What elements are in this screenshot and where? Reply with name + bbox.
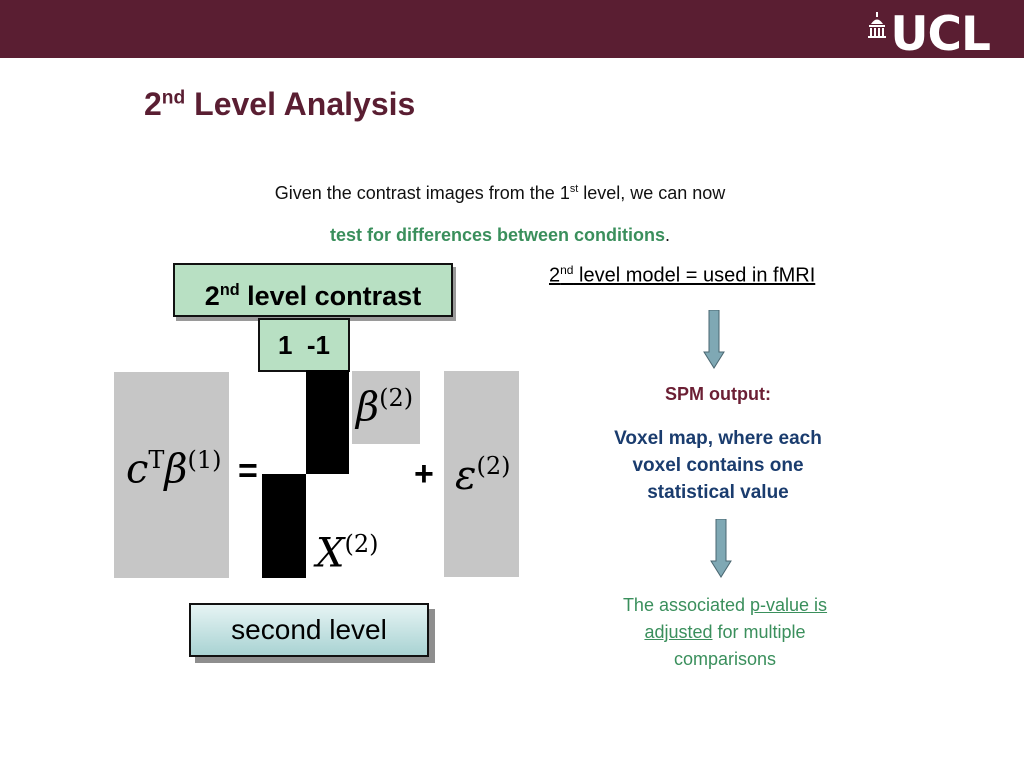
spm-output-title: SPM output: (665, 384, 771, 404)
intro-line-1: Given the contrast images from the 1st level, we can now (274, 183, 726, 203)
slide-title: 2nd Level Analysis (144, 86, 416, 122)
beta2-term: $\beta^{(2)}$ (356, 384, 414, 431)
intro-line-2: test for differences between conditions. (329, 225, 671, 245)
pvalue-note: The associated p-value is adjusted for multiple comparisons (622, 595, 828, 669)
highlight-text: test for differences between conditions (329, 225, 666, 245)
arrow-down-icon (710, 519, 732, 579)
error-term: $\varepsilon^{(2)}$ (455, 452, 511, 499)
design-matrix-label: $X^{(2)}$ (316, 530, 379, 577)
spm-output-description: Voxel map, where each voxel contains one statistical value (614, 428, 822, 503)
design-matrix-column-2 (306, 370, 349, 474)
plus-sign: + (414, 455, 434, 493)
lhs-term: $c^T\beta^{(1)}$ (126, 446, 222, 493)
second-level-label-box: second level (189, 603, 429, 657)
model-label: 2nd level model = used in fMRI (549, 263, 816, 287)
ucl-logo (868, 7, 990, 62)
arrow-down-icon (703, 310, 725, 370)
logo-text: UCL (890, 7, 990, 62)
portico-dome-icon (868, 12, 886, 38)
design-matrix-column-1 (262, 474, 306, 578)
second-level-contrast-box: 2nd level contrast (173, 263, 453, 317)
equals-sign: = (238, 452, 258, 490)
contrast-vector: 1 -1 (258, 318, 350, 372)
